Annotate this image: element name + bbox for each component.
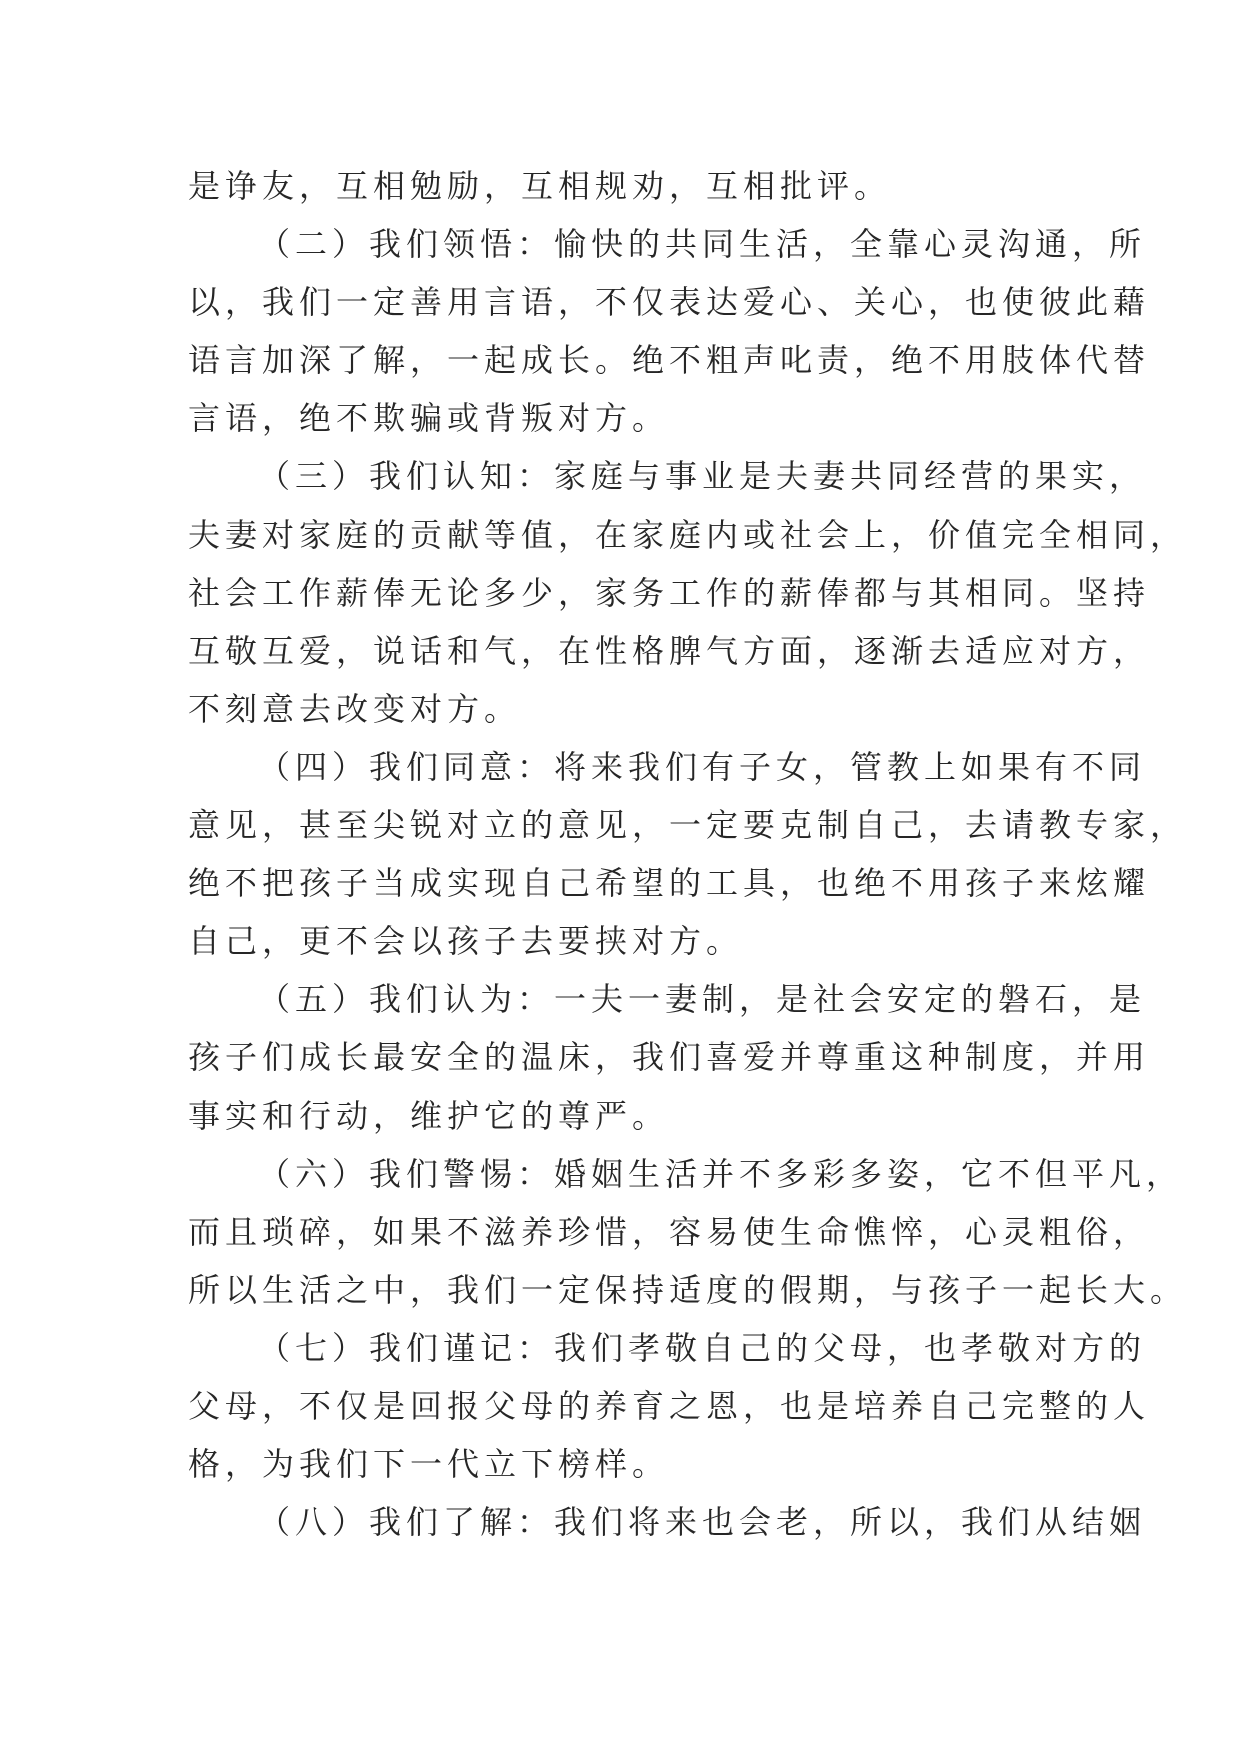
text-line: 自己，更不会以孩子去要挟对方。 [188,922,744,961]
text-line: （二）我们领悟：愉快的共同生活，全靠心灵沟通，所 [258,225,1147,264]
text-line: （四）我们同意：将来我们有子女，管教上如果有不同 [258,747,1147,786]
text-line: （八）我们了解：我们将来也会老，所以，我们从结姻 [258,1503,1147,1542]
text-line: 孩子们成长最安全的温床，我们喜爱并尊重这种制度，并用 [188,1038,1151,1077]
text-line: （六）我们警惕：婚姻生活并不多彩多姿，它不但平凡， [258,1154,1184,1193]
text-line: （七）我们谨记：我们孝敬自己的父母，也孝敬对方的 [258,1328,1147,1367]
text-line: （三）我们认知：家庭与事业是夫妻共同经营的果实， [258,457,1147,496]
text-line: 语言加深了解，一起成长。绝不粗声叱责，绝不用肢体代替 [188,341,1151,380]
paragraph-item-6 [188,1145,1188,1319]
paragraph-continuation [188,157,1068,215]
paragraph-item-5 [188,970,1151,1144]
text-line: 绝不把孩子当成实现自己希望的工具，也绝不用孩子来炫耀 [188,864,1151,903]
text-line: 互敬互爱，说话和气，在性格脾气方面，逐渐去适应对方， [188,631,1151,670]
paragraph-item-4 [188,738,1188,970]
text-line: 父母，不仅是回报父母的养育之恩，也是培养自己完整的人 [188,1386,1151,1425]
text-line: 事实和行动，维护它的尊严。 [188,1096,670,1135]
text-line: （五）我们认为：一夫一妻制，是社会安定的磐石，是 [258,980,1147,1019]
text-line: 社会工作薪俸无论多少，家务工作的薪俸都与其相同。坚持 [188,573,1151,612]
text-line: 不刻意去改变对方。 [188,689,522,728]
text-line: 意见，甚至尖锐对立的意见，一定要克制自己，去请教专家， [188,806,1188,845]
text-line: 言语，绝不欺骗或背叛对方。 [188,399,670,438]
text-line: 是诤友，互相勉励，互相规劝，互相批评。 [188,167,892,205]
text-line: 夫妻对家庭的贡献等值，在家庭内或社会上，价值完全相同， [188,515,1188,554]
text-line: 所以生活之中，我们一定保持适度的假期，与孩子一起长大。 [188,1270,1188,1309]
text-line: 以，我们一定善用言语，不仅表达爱心、关心，也使彼此藉 [188,283,1151,322]
paragraph-item-2 [188,215,1151,447]
paragraph-item-3 [188,447,1188,737]
document-body [188,157,1188,1551]
text-line: 格，为我们下一代立下榜样。 [188,1445,670,1484]
paragraph-item-8 [188,1493,1147,1551]
text-line: 而且琐碎，如果不滋养珍惜，容易使生命憔悴，心灵粗俗， [188,1212,1151,1251]
paragraph-item-7 [188,1319,1151,1493]
